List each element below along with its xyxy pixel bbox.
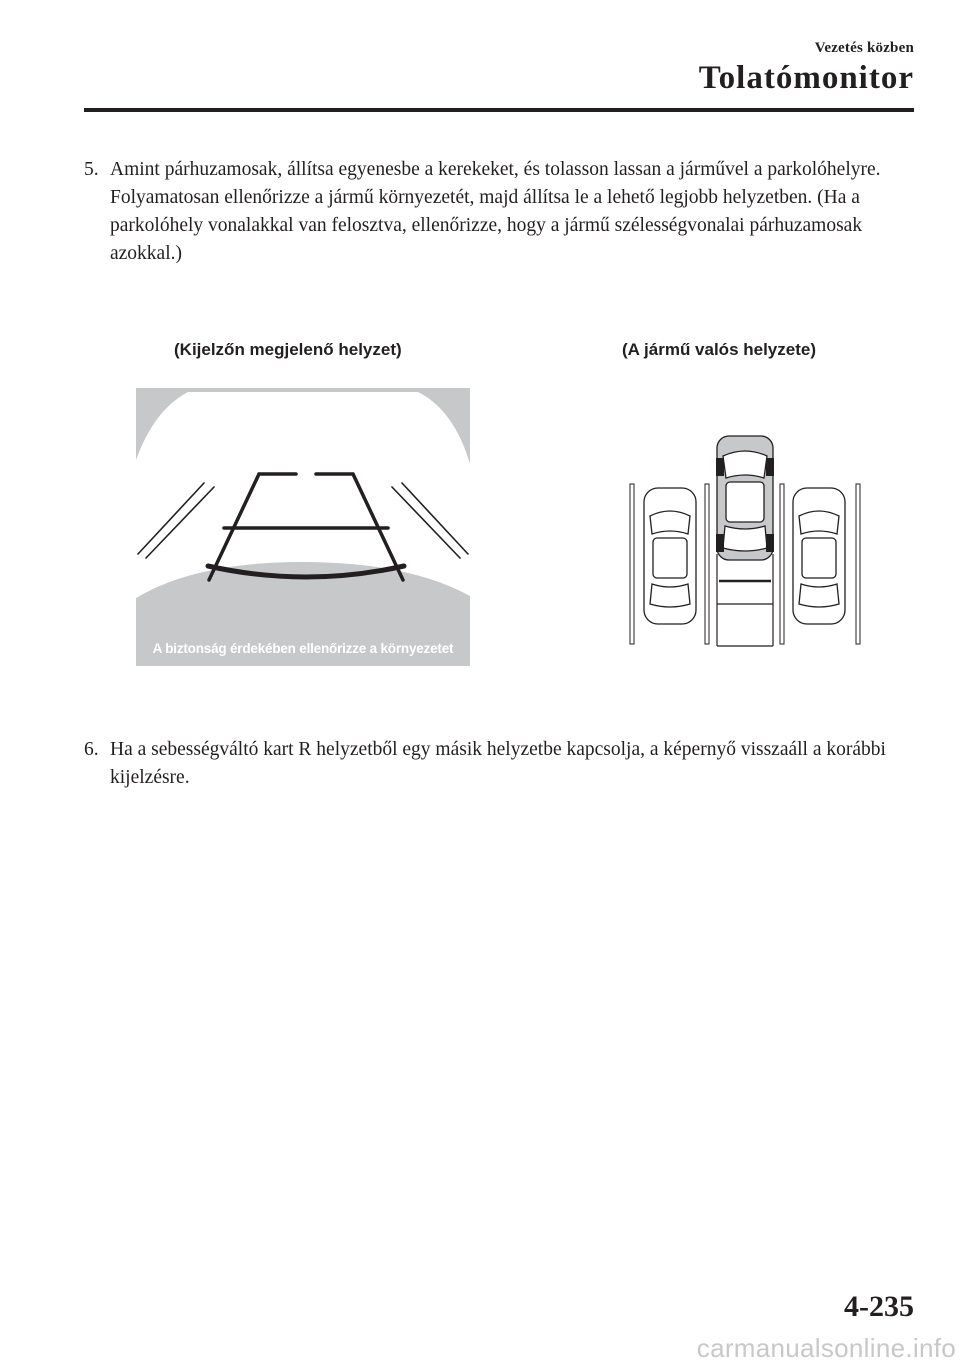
header-rule [84, 108, 914, 112]
parking-bay [717, 554, 773, 646]
step-number: 5. [84, 159, 99, 180]
section-label: Vezetés közben [814, 40, 914, 56]
reversing-car [716, 436, 774, 560]
step-6 [84, 736, 904, 792]
parked-car-right [793, 488, 845, 624]
watermark: carmanualsonline.info [696, 1333, 956, 1363]
camera-display-illustration [136, 388, 470, 666]
actual-caption: (A jármű valós helyzete) [622, 340, 816, 359]
parked-car-left [644, 488, 696, 624]
screen-warning-text: A biztonság érdekében ellenőrizze a környezetet [152, 641, 454, 656]
step-text: Ha a sebességváltó kart R helyzetből egy másik helyzetbe kapcsolja, a képernyő visszaáll a korábbi kijelzésre. [110, 739, 886, 788]
chapter-title: Tolatómonitor [698, 60, 914, 96]
step-5 [84, 156, 904, 268]
step-text: Amint párhuzamosak, állítsa egyenesbe a kerekeket, és tolasson lassan a járművel a parkolóhelyre. Folyamatosan ellenőrizze a jármű környezetét, majd állítsa le a lehető legjobb helyzetben. (Ha a parkolóhely vonalakkal van felosztva, ellenőrizze, hogy a jármű szélességvonalai párhuzamosak azokkal.) [110, 159, 881, 264]
display-caption: (Kijelzőn megjelenő helyzet) [174, 340, 402, 359]
page-number: 4-235 [844, 1290, 914, 1323]
step-number: 6. [84, 739, 99, 760]
parking-position-illustration [620, 434, 880, 654]
